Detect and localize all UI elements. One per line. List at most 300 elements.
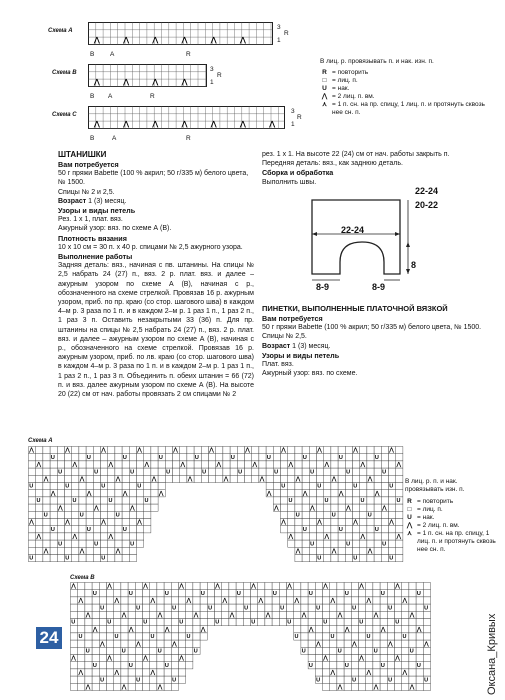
grid-cell <box>128 655 135 662</box>
grid-cell <box>387 583 394 590</box>
grid-cell <box>373 583 380 590</box>
grid-cell <box>143 611 150 618</box>
booties-needles: Спицы № 2,5. <box>262 333 307 341</box>
stitch-symbol: U <box>389 483 394 490</box>
grid-cell <box>71 590 78 597</box>
grid-cell <box>93 497 100 504</box>
grid-cell <box>79 447 86 454</box>
grid-cell <box>65 490 72 497</box>
grid-cell <box>158 483 165 490</box>
stitch-symbol: U <box>344 590 349 597</box>
grid-cell <box>186 626 193 633</box>
grid-cell <box>171 633 178 640</box>
grid-cell <box>344 647 351 654</box>
grid-cell <box>380 676 387 683</box>
grid-cell <box>359 604 366 611</box>
grid-cell <box>309 447 316 454</box>
grid-cell <box>164 640 171 647</box>
stitch-symbol: ⋀ <box>158 490 164 497</box>
grid-cell <box>302 475 309 482</box>
grid-cell <box>360 511 367 518</box>
stitch-symbol: ⋀ <box>330 670 336 677</box>
grid-cell <box>222 619 229 626</box>
grid-cell <box>396 483 403 490</box>
grid-cell <box>201 461 208 468</box>
grid-cell <box>72 547 79 554</box>
grid-cell <box>345 547 352 554</box>
grid-cell <box>114 662 121 669</box>
grid-cell <box>222 583 229 590</box>
grid-cell <box>423 583 430 590</box>
grid-cell <box>272 619 279 626</box>
grid-cell <box>65 468 72 475</box>
grid-cell <box>99 611 106 618</box>
grid-cell <box>416 647 423 654</box>
grid-cell <box>345 511 352 518</box>
grid-cell <box>194 447 201 454</box>
stitch-symbol: U <box>346 541 351 548</box>
grid-cell <box>389 533 396 540</box>
stitch-symbol: U <box>101 483 106 490</box>
grid-cell <box>65 461 72 468</box>
stitch-symbol: U <box>424 677 429 684</box>
grid-cell <box>387 619 394 626</box>
grid-cell <box>151 483 158 490</box>
grid-cell <box>295 555 302 562</box>
grid-cell <box>396 504 403 511</box>
grid-cell <box>245 461 252 468</box>
grid-cell <box>29 454 36 461</box>
grid-cell <box>93 475 100 482</box>
grid-cell <box>288 504 295 511</box>
grid-cell <box>187 454 194 461</box>
stitch-symbol: U <box>382 541 387 548</box>
grid-cell <box>344 619 351 626</box>
stitch-symbol: ⋀ <box>187 476 193 483</box>
grid-cell <box>331 533 338 540</box>
stitch-symbol: ⋀ <box>380 626 386 633</box>
grid-cell <box>101 526 108 533</box>
grid-cell <box>108 468 115 475</box>
grid-cell <box>107 640 114 647</box>
grid-cell <box>389 511 396 518</box>
right-column-booties <box>262 304 487 378</box>
grid-cell <box>101 540 108 547</box>
grid-cell <box>93 461 100 468</box>
grid-cell <box>315 619 322 626</box>
grid-cell <box>150 604 157 611</box>
grid-cell <box>200 597 207 604</box>
stitch-symbol: ⋀ <box>359 655 364 662</box>
pattern-line-1: Рез. 1 х 1, плат. вяз. <box>58 216 123 224</box>
stitch-symbol: U <box>144 498 149 505</box>
grid-cell <box>265 590 272 597</box>
grid-cell <box>129 483 136 490</box>
stitch-symbol: ⋀ <box>79 476 85 483</box>
stitch-symbol: ⋀ <box>331 476 337 483</box>
grid-cell <box>65 526 72 533</box>
grid-cell <box>230 461 237 468</box>
grid-cell <box>353 547 360 554</box>
grid-cell <box>137 497 144 504</box>
stitch-symbol: ⋀ <box>367 548 373 555</box>
grid-cell <box>416 669 423 676</box>
grid-cell <box>86 555 93 562</box>
stitch-symbol: U <box>288 498 293 505</box>
grid-cell <box>265 583 272 590</box>
age-value: 1 (3) месяц. <box>86 197 127 205</box>
grid-cell <box>315 647 322 654</box>
grid-cell <box>281 454 288 461</box>
stitch-symbol: ⋀ <box>373 612 379 619</box>
grid-cell <box>374 519 381 526</box>
grid-cell <box>281 475 288 482</box>
grid-cell <box>164 583 171 590</box>
stitch-symbol: ⋀ <box>360 534 366 541</box>
grid-cell <box>194 475 201 482</box>
grid-cell <box>302 497 309 504</box>
grid-cell <box>215 611 222 618</box>
grid-cell <box>115 540 122 547</box>
grid-cell <box>330 611 337 618</box>
stitch-symbol: ⋀ <box>186 598 192 605</box>
grid-cell <box>137 454 144 461</box>
grid-cell <box>157 583 164 590</box>
grid-cell <box>309 475 316 482</box>
grid-cell <box>186 640 193 647</box>
stitch-symbol: ⋀ <box>79 548 85 555</box>
grid-cell <box>85 604 92 611</box>
stitch-symbol: U <box>310 541 315 548</box>
grid-cell <box>295 461 302 468</box>
stitch-symbol: ⋀ <box>85 612 91 619</box>
grid-cell <box>165 475 172 482</box>
stitch-symbol: ⋀ <box>409 684 415 691</box>
grid-cell <box>129 497 136 504</box>
grid-cell <box>179 676 186 683</box>
chart-b-row3: 3 <box>210 66 214 73</box>
grid-cell <box>367 533 374 540</box>
grid-cell <box>57 447 64 454</box>
grid-cell <box>143 626 150 633</box>
grid-cell <box>337 583 344 590</box>
grid-cell <box>29 547 36 554</box>
stitch-symbol: ⋀ <box>265 612 271 619</box>
grid-cell <box>387 683 394 690</box>
stitch-symbol: ⋀ <box>123 121 129 128</box>
grid-cell <box>186 590 193 597</box>
grid-cell <box>50 468 57 475</box>
grid-cell <box>396 547 403 554</box>
grid-cell <box>229 590 236 597</box>
grid-cell <box>301 604 308 611</box>
grid-cell <box>92 640 99 647</box>
stitch-symbol: U <box>294 634 299 641</box>
grid-cell <box>251 604 258 611</box>
grid-cell <box>171 626 178 633</box>
grid-cell <box>57 526 64 533</box>
stitch-symbol: ⋀ <box>288 462 294 469</box>
stitch-symbol: ⋀ <box>222 598 228 605</box>
grid-cell <box>207 583 214 590</box>
grid-cell <box>266 468 273 475</box>
stitch-symbol: U <box>338 526 343 533</box>
grid-cell <box>135 662 142 669</box>
grid-cell <box>295 447 302 454</box>
grid-cell <box>281 468 288 475</box>
chart-a-label: Схема А <box>48 28 73 34</box>
grid-cell <box>236 583 243 590</box>
grid-cell <box>381 511 388 518</box>
stitch-symbol: ⋀ <box>123 79 129 86</box>
grid-cell <box>324 511 331 518</box>
stitch-symbol: U <box>374 454 379 461</box>
grid-cell <box>50 511 57 518</box>
grid-cell <box>165 454 172 461</box>
grid-cell <box>236 611 243 618</box>
grid-cell <box>79 483 86 490</box>
stitch-symbol: ⋀ <box>324 462 330 469</box>
grid-cell <box>402 640 409 647</box>
stitch-symbol: U <box>295 512 300 519</box>
grid-cell <box>186 647 193 654</box>
grid-cell <box>200 619 207 626</box>
stitch-symbol: ⋀ <box>143 655 148 662</box>
work-text: Задняя деталь: вяз., начиная с пв. штанины. На спицы № 2,5 набрать 24 (27) п., вяз. 2 р. плат. вяз. и далее – ажурным узором по схеме А (В), начиная с р., обозначенного на схеме стрелкой. Провязав 16 р. ажурным узором, приб. по пр. краю (со стор. шагового шва) в каждом 4–м р. 3 раза по 1 п. и в каждом 2–м р. 1 раз 1 п., 1 раз 2 п., 1 раз 3 п. Оставить незакрытыми 33 (36) п. Для пр. штанины на спицы № 2,5 набрать 24 (27) п., вяз. 2 р. плат. вяз. и далее – ажурным узором по схеме А (В), начиная с р., обозначенного на схеме стрелкой. Провязав 16 р. ажурным узором, приб. по лв. краю (со стор. шагового шва) в каждом 4–м р. 3 раза по 1 п. и в каждом 2–м р. 1 раз 1 п., 1 раз 2 п., 1 раз 3 п. Объединить п. обеих штанин = 66 (72) п. и вяз. далее ажурным узором по схеме А (В). На высоте 20 (22) см от нач. работы провязать 2 см спицами № 2 <box>58 262 254 399</box>
grid-cell <box>114 676 121 683</box>
booties-age-value: 1 (3) месяц. <box>290 342 331 350</box>
stitch-symbol: U <box>179 619 184 626</box>
grid-cell <box>128 647 135 654</box>
stitch-symbol: U <box>58 541 63 548</box>
grid-cell <box>216 447 223 454</box>
grid-cell <box>409 676 416 683</box>
grid-cell <box>359 683 366 690</box>
stitch-symbol: U <box>164 662 169 669</box>
stitch-symbol: ⋀ <box>287 583 292 590</box>
grid-cell <box>115 497 122 504</box>
grid-cell <box>373 662 380 669</box>
grid-cell <box>389 547 396 554</box>
grid-cell <box>171 647 178 654</box>
grid-cell <box>128 633 135 640</box>
grid-cell <box>65 497 72 504</box>
stitch-symbol: ⋀ <box>94 505 99 512</box>
grid-cell <box>137 468 144 475</box>
grid-cell <box>128 676 135 683</box>
grid-cell <box>50 504 57 511</box>
grid-cell <box>121 597 128 604</box>
grid-cell <box>360 475 367 482</box>
grid-cell <box>85 633 92 640</box>
stitch-symbol: ⋀ <box>121 612 127 619</box>
stitch-symbol: U <box>108 498 113 505</box>
ssk-icon: ⋏ <box>407 530 412 537</box>
grid-cell <box>71 597 78 604</box>
stitch-symbol: U <box>382 469 387 476</box>
grid-cell <box>360 519 367 526</box>
stitch-symbol: ⋀ <box>85 684 91 691</box>
grid-cell <box>43 526 50 533</box>
grid-cell <box>164 597 171 604</box>
grid-cell <box>158 447 165 454</box>
stitch-symbol: ⋀ <box>389 519 394 526</box>
grid-cell <box>71 647 78 654</box>
stitch-symbol: U <box>130 541 135 548</box>
grid-cell <box>395 683 402 690</box>
stitch-symbol: U <box>194 454 199 461</box>
big-a-legend <box>405 478 497 554</box>
grid-cell <box>158 468 165 475</box>
grid-cell <box>179 662 186 669</box>
grid-cell <box>402 676 409 683</box>
chart-b-label: Схема В <box>52 70 77 76</box>
grid-cell <box>359 662 366 669</box>
grid-cell <box>135 619 142 626</box>
grid-cell <box>137 461 144 468</box>
grid-cell <box>344 583 351 590</box>
grid-cell <box>294 583 301 590</box>
grid-cell <box>108 555 115 562</box>
stitch-symbol: U <box>331 512 336 519</box>
grid-cell <box>409 619 416 626</box>
stitch-symbol: ⋀ <box>128 626 134 633</box>
chart-a-row3: 3 <box>277 24 281 31</box>
grid-cell <box>71 676 78 683</box>
grid-cell <box>309 533 316 540</box>
stitch-symbol: U <box>266 454 271 461</box>
grid-cell <box>353 490 360 497</box>
grid-cell <box>29 468 36 475</box>
grid-cell <box>324 540 331 547</box>
grid-cell <box>381 490 388 497</box>
grid-cell <box>122 519 129 526</box>
grid-cell <box>258 590 265 597</box>
grid-cell <box>359 597 366 604</box>
grid-cell <box>360 547 367 554</box>
grid-cell <box>324 475 331 482</box>
stitch-symbol: U <box>402 634 407 641</box>
grid-cell <box>135 683 142 690</box>
stitch-symbol: ⋀ <box>310 505 315 512</box>
grid-cell <box>380 597 387 604</box>
grid-cell <box>85 662 92 669</box>
grid-cell <box>86 540 93 547</box>
grid-cell <box>323 604 330 611</box>
grid-cell <box>323 633 330 640</box>
grid-cell <box>85 655 92 662</box>
grid-cell <box>331 490 338 497</box>
grid-cell <box>92 583 99 590</box>
grid-cell <box>272 611 279 618</box>
grid-cell <box>108 483 115 490</box>
stitch-symbol: U <box>352 605 357 612</box>
grid-cell <box>50 483 57 490</box>
grid-cell <box>186 583 193 590</box>
grid-cell <box>353 468 360 475</box>
grid-cell <box>243 590 250 597</box>
stitch-symbol: U <box>172 605 177 612</box>
grid-cell <box>164 676 171 683</box>
grid-cell <box>351 619 358 626</box>
grid-cell <box>122 547 129 554</box>
stitch-symbol: U <box>366 634 371 641</box>
grid-cell <box>258 619 265 626</box>
grid-cell <box>380 640 387 647</box>
grid-cell <box>302 511 309 518</box>
grid-cell <box>353 533 360 540</box>
grid-cell <box>272 583 279 590</box>
grid-cell <box>85 597 92 604</box>
grid-cell <box>259 454 266 461</box>
stitch-symbol: U <box>301 648 306 655</box>
grid-cell <box>251 597 258 604</box>
grid-cell <box>107 669 114 676</box>
grid-cell <box>338 497 345 504</box>
grid-cell <box>367 497 374 504</box>
legend-yo: = нак. <box>332 85 350 92</box>
grid-cell <box>367 555 374 562</box>
grid-cell <box>86 547 93 554</box>
grid-cell <box>93 483 100 490</box>
grid-cell <box>236 604 243 611</box>
grid-cell <box>266 475 273 482</box>
big-legend-k2tog: = 2 лиц. п. вм. <box>417 522 460 529</box>
chart-c-b: В <box>90 135 95 142</box>
grid-cell <box>389 504 396 511</box>
grid-cell <box>416 633 423 640</box>
grid-cell <box>323 676 330 683</box>
grid-cell <box>92 683 99 690</box>
stitch-symbol: U <box>158 454 163 461</box>
stitch-symbol: U <box>388 605 393 612</box>
grid-cell <box>295 483 302 490</box>
grid-cell <box>337 604 344 611</box>
grid-cell <box>78 590 85 597</box>
grid-cell <box>251 590 258 597</box>
grid-cell <box>402 604 409 611</box>
grid-cell <box>92 676 99 683</box>
grid-cell <box>402 647 409 654</box>
grid-cell <box>86 519 93 526</box>
grid-cell <box>99 583 106 590</box>
grid-cell <box>409 590 416 597</box>
stitch-symbol: U <box>43 512 48 519</box>
chart-b-grid <box>88 64 218 94</box>
grid-cell <box>331 454 338 461</box>
stitch-symbol: ⋀ <box>179 655 184 662</box>
need-text: 50 г пряжи Babette (100 % акрил; 50 г/335 м) белого цвета, № 1500. <box>58 170 249 187</box>
grid-cell <box>50 540 57 547</box>
grid-cell <box>323 669 330 676</box>
grid-cell <box>338 511 345 518</box>
grid-cell <box>79 519 86 526</box>
big-chart-a <box>28 446 420 571</box>
grid-cell <box>144 526 151 533</box>
grid-cell <box>301 633 308 640</box>
grid-cell <box>308 611 315 618</box>
stitch-symbol: ⋀ <box>29 447 34 454</box>
grid-cell <box>50 547 57 554</box>
grid-cell <box>57 497 64 504</box>
stitch-symbol: ⋀ <box>353 447 358 454</box>
grid-cell <box>107 662 114 669</box>
grid-cell <box>79 555 86 562</box>
grid-cell <box>207 597 214 604</box>
grid-cell <box>65 540 72 547</box>
stitch-symbol: U <box>337 648 342 655</box>
grid-cell <box>323 597 330 604</box>
